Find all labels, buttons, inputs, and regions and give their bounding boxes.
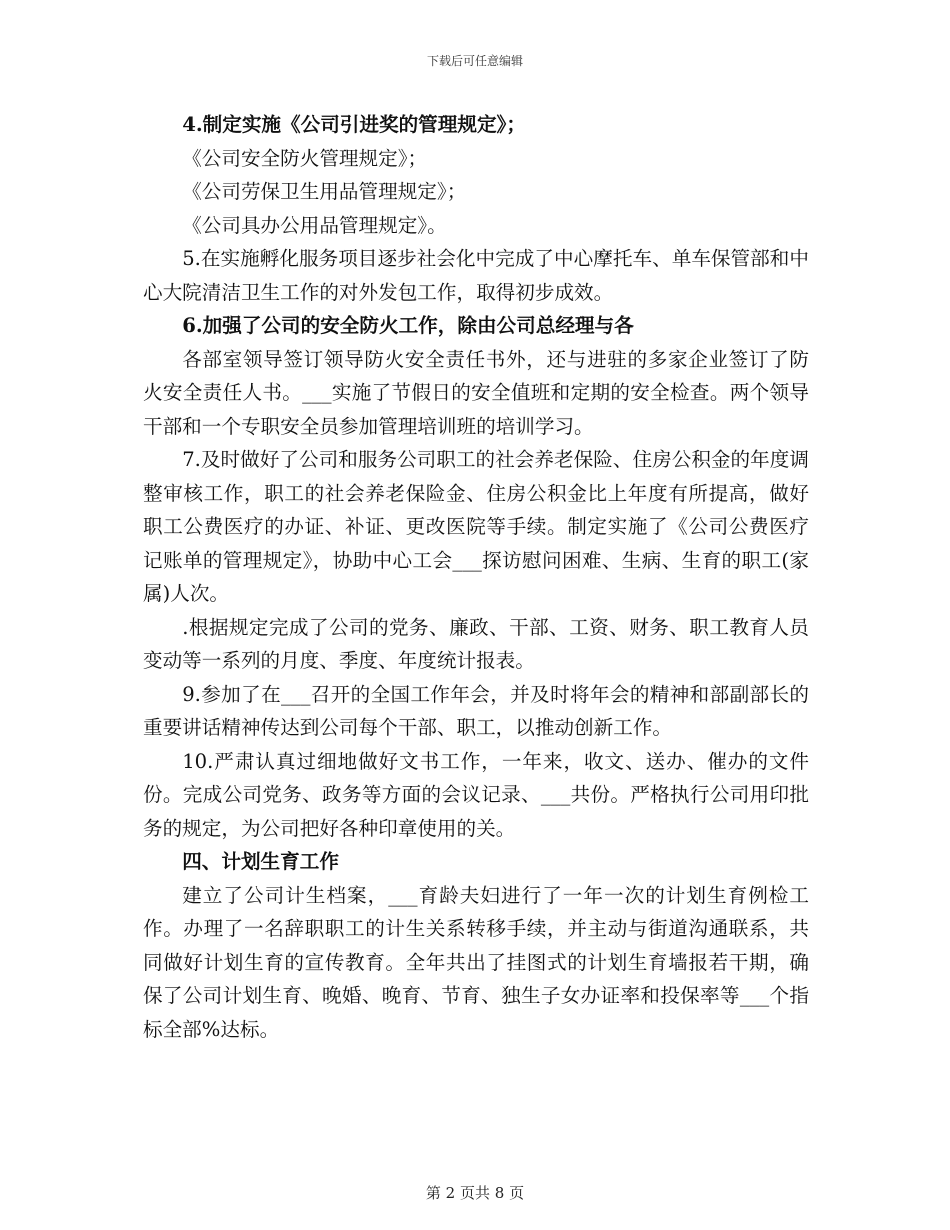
section-4-heading: 四、计划生育工作: [182, 850, 339, 873]
item-4-heading: 4.制定实施《公司引进奖的管理规定》；: [182, 113, 526, 136]
item-6-heading: 6.加强了公司的安全防火工作，除由公司总经理与各: [182, 314, 634, 337]
regulation-fire-safety: 《公司安全防火管理规定》；: [182, 146, 428, 170]
item-9-paragraph: 9.参加了在___召开的全国工作年会，并及时将年会的精神和部副部长的重要讲话精神传达到公司每个干部、职工，以推动创新工作。: [143, 682, 809, 739]
item-6-paragraph: 各部室领导签订领导防火安全责任书外，还与进驻的多家企业签订了防火安全责任人书。___实施了节假日的安全值班和定期的安全检查。两个领导干部和一个专职安全员参加管理培训班的培训学习。: [143, 347, 809, 438]
document-body: [143, 108, 809, 1046]
item-5-paragraph: 5.在实施孵化服务项目逐步社会化中完成了中心摩托车、单车保管部和中心大院清洁卫生工作的对外发包工作，取得初步成效。: [143, 247, 809, 304]
item-8-paragraph: .根据规定完成了公司的党务、廉政、干部、工资、财务、职工教育人员变动等一系列的月度、季度、年度统计报表。: [143, 615, 809, 672]
item-10-paragraph: 10.严肃认真过细地做好文书工作，一年来，收文、送办、催办的文件份。完成公司党务、政务等方面的会议记录、___共份。严格执行公司用印批务的规定，为公司把好各种印章使用的关。: [143, 749, 809, 840]
section-4-paragraph: 建立了公司计生档案，___育龄夫妇进行了一年一次的计划生育例检工作。办理了一名辞职职工的计生关系转移手续，并主动与街道沟通联系，共同做好计划生育的宣传教育。全年共出了挂图式的计划生育墙报若干期，确保了公司计划生育、晚婚、晚育、节育、独生子女办证率和投保率等___个指标全部%达标。: [143, 883, 809, 1041]
item-7-paragraph: 7.及时做好了公司和服务公司职工的社会养老保险、住房公积金的年度调整审核工作，职工的社会养老保险金、住房公积金比上年度有所提高，做好职工公费医疗的办证、补证、更改医院等手续。制定实施了《公司公费医疗记账单的管理规定》，协助中心工会___探访慰问困难、生病、生育的职工(家属)人次。: [143, 448, 809, 605]
page-header: 下载后可任意编辑: [426, 54, 523, 68]
page-number: 第 2 页共 8 页: [425, 1184, 525, 1202]
regulation-office-supplies: 《公司具办公用品管理规定》。: [182, 213, 447, 237]
regulation-labor-protection: 《公司劳保卫生用品管理规定》；: [182, 180, 467, 203]
